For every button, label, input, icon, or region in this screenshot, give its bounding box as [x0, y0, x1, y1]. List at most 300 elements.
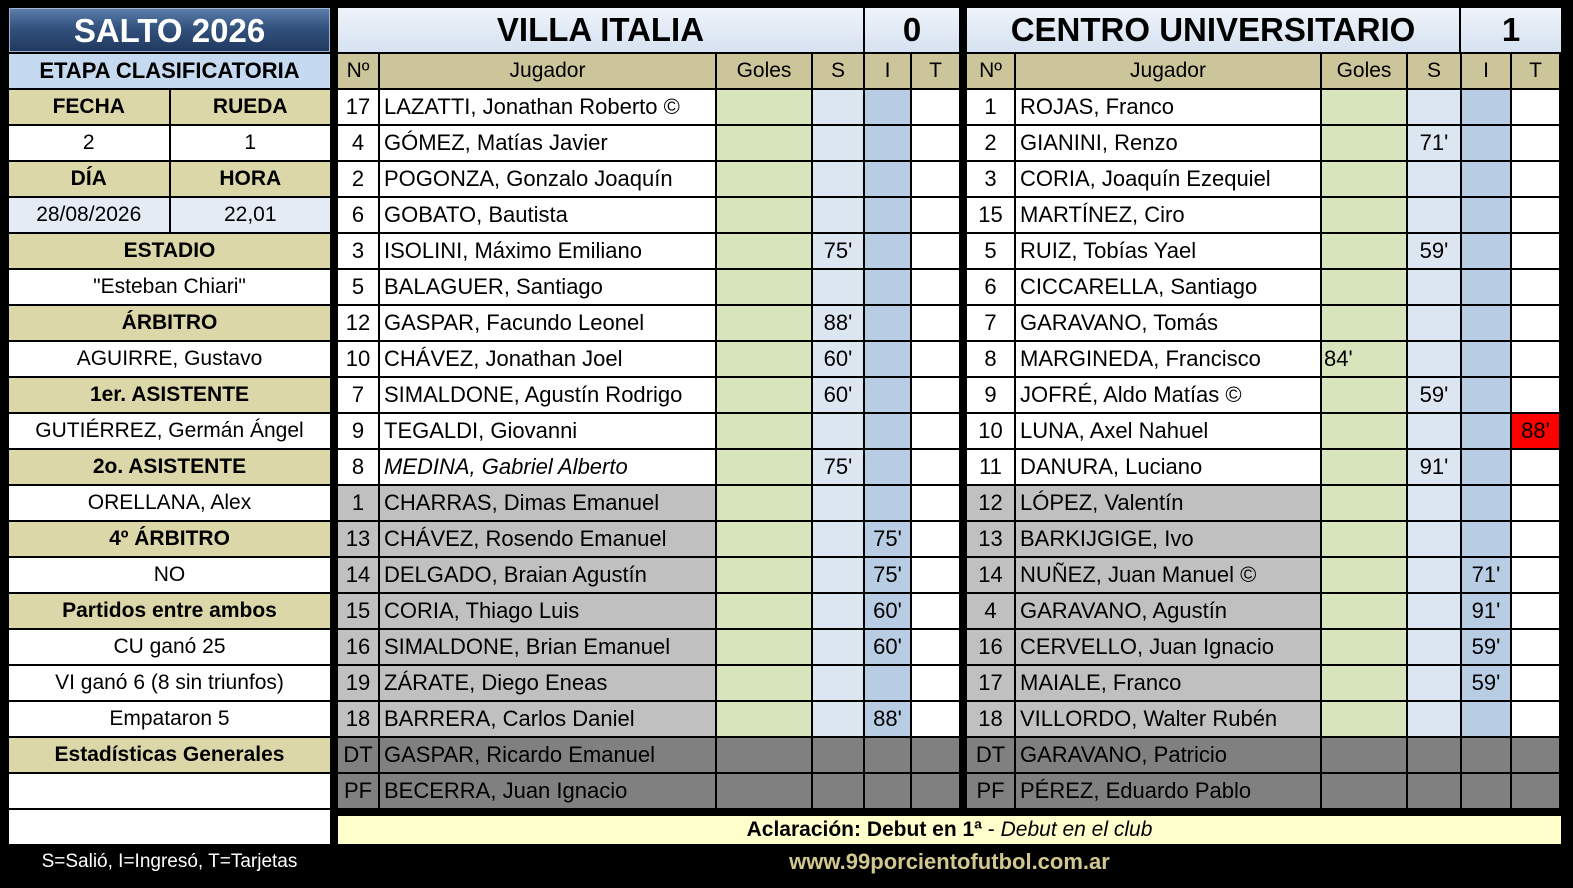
player-name: GARAVANO, Tomás	[1016, 306, 1320, 340]
player-row	[967, 486, 1561, 520]
player-number: 12	[338, 306, 378, 340]
player-sub-out	[1408, 306, 1460, 340]
player-row	[967, 450, 1561, 484]
player-row	[338, 198, 959, 232]
player-goals	[717, 702, 811, 736]
player-name: LÓPEZ, Valentín	[1016, 486, 1320, 520]
player-sub-in	[1462, 774, 1510, 808]
away-team-name: CENTRO UNIVERSITARIO	[967, 8, 1459, 52]
player-cards	[1512, 162, 1559, 196]
player-cards	[1512, 702, 1559, 736]
player-name: GASPAR, Ricardo Emanuel	[380, 738, 715, 772]
player-number: 11	[967, 450, 1014, 484]
player-number: 4	[338, 126, 378, 160]
player-name: RUIZ, Tobías Yael	[1016, 234, 1320, 268]
player-number: 17	[967, 666, 1014, 700]
player-sub-in	[1462, 414, 1510, 448]
aclaracion-separator: -	[981, 818, 1001, 841]
stage-label: ETAPA CLASIFICATORIA	[9, 54, 330, 88]
player-cards	[912, 702, 959, 736]
player-sub-in	[1462, 90, 1510, 124]
player-sub-in	[1462, 702, 1510, 736]
player-name: JOFRÉ, Aldo Matías ©	[1016, 378, 1320, 412]
player-goals	[717, 522, 811, 556]
player-name: SIMALDONE, Brian Emanuel	[380, 630, 715, 664]
player-number: 14	[338, 558, 378, 592]
player-number: 13	[338, 522, 378, 556]
player-cards	[912, 234, 959, 268]
player-name: GÓMEZ, Matías Javier	[380, 126, 715, 160]
player-sub-out	[1408, 774, 1460, 808]
player-cards	[912, 306, 959, 340]
player-goals	[1322, 594, 1406, 628]
player-goals	[717, 666, 811, 700]
player-number: 7	[338, 378, 378, 412]
player-cards	[912, 90, 959, 124]
player-name: NUÑEZ, Juan Manuel ©	[1016, 558, 1320, 592]
player-sub-in: 71'	[1462, 558, 1510, 592]
player-row	[338, 702, 959, 736]
player-sub-in	[865, 126, 910, 160]
player-name: VILLORDO, Walter Rubén	[1016, 702, 1320, 736]
player-sub-in	[865, 774, 910, 808]
aclaracion-note	[338, 816, 1561, 844]
player-sub-in	[1462, 162, 1510, 196]
player-cards: 88'	[1512, 414, 1559, 448]
player-cards	[912, 486, 959, 520]
player-cards	[1512, 378, 1559, 412]
player-row	[967, 558, 1561, 592]
player-cards	[1512, 738, 1559, 772]
player-number: DT	[338, 738, 378, 772]
player-row	[338, 522, 959, 556]
player-sub-out: 71'	[1408, 126, 1460, 160]
col-t-header: T	[1512, 54, 1559, 88]
stats-blank-1	[9, 774, 330, 808]
player-cards	[1512, 306, 1559, 340]
player-goals	[1322, 198, 1406, 232]
player-goals	[1322, 486, 1406, 520]
player-row	[338, 234, 959, 268]
player-goals	[1322, 450, 1406, 484]
player-sub-in: 60'	[865, 630, 910, 664]
player-name: LUNA, Axel Nahuel	[1016, 414, 1320, 448]
player-goals	[717, 270, 811, 304]
player-sub-out	[1408, 342, 1460, 376]
player-row	[338, 666, 959, 700]
col-jugador-header: Jugador	[1016, 54, 1320, 88]
player-sub-in: 59'	[1462, 666, 1510, 700]
player-number: 4	[967, 594, 1014, 628]
player-goals	[717, 414, 811, 448]
player-number: 14	[967, 558, 1014, 592]
player-sub-out	[813, 738, 863, 772]
player-sub-in	[1462, 234, 1510, 268]
player-number: 13	[967, 522, 1014, 556]
player-sub-out: 75'	[813, 234, 863, 268]
player-row	[338, 774, 959, 808]
player-sub-in	[1462, 522, 1510, 556]
player-goals	[717, 162, 811, 196]
rueda-label: RUEDA	[171, 90, 331, 124]
tournament-title: SALTO 2026	[9, 8, 330, 52]
player-name: ISOLINI, Máximo Emiliano	[380, 234, 715, 268]
player-sub-in: 88'	[865, 702, 910, 736]
player-sub-in	[865, 162, 910, 196]
player-cards	[1512, 630, 1559, 664]
player-cards	[1512, 486, 1559, 520]
player-sub-out	[1408, 630, 1460, 664]
player-cards	[1512, 558, 1559, 592]
player-cards	[1512, 774, 1559, 808]
player-cards	[912, 126, 959, 160]
player-sub-in: 60'	[865, 594, 910, 628]
player-name: POGONZA, Gonzalo Joaquín	[380, 162, 715, 196]
player-row	[967, 378, 1561, 412]
fecha-label: FECHA	[9, 90, 169, 124]
player-number: 15	[338, 594, 378, 628]
player-goals	[1322, 270, 1406, 304]
player-row	[967, 306, 1561, 340]
player-sub-in	[1462, 270, 1510, 304]
asistente1-value: GUTIÉRREZ, Germán Ángel	[9, 414, 330, 448]
player-sub-in	[865, 378, 910, 412]
arbitro-value: AGUIRRE, Gustavo	[9, 342, 330, 376]
player-cards	[912, 198, 959, 232]
rueda-value: 1	[171, 126, 331, 160]
player-sub-in: 59'	[1462, 630, 1510, 664]
stats-blank-2	[9, 810, 330, 844]
player-cards	[1512, 90, 1559, 124]
player-name: GARAVANO, Agustín	[1016, 594, 1320, 628]
player-cards	[912, 450, 959, 484]
player-cards	[1512, 126, 1559, 160]
asistente2-label: 2o. ASISTENTE	[9, 450, 330, 484]
player-number: 5	[338, 270, 378, 304]
player-name: MEDINA, Gabriel Alberto	[380, 450, 715, 484]
player-row	[338, 378, 959, 412]
player-number: 9	[338, 414, 378, 448]
player-sub-out	[813, 90, 863, 124]
dia-label: DÍA	[9, 162, 169, 196]
match-info-panel	[9, 8, 330, 844]
player-sub-out	[1408, 702, 1460, 736]
col-jugador-header: Jugador	[380, 54, 715, 88]
col-i-header: I	[1462, 54, 1510, 88]
player-goals	[1322, 378, 1406, 412]
player-goals	[717, 234, 811, 268]
player-name: DANURA, Luciano	[1016, 450, 1320, 484]
stats-label: Estadísticas Generales	[9, 738, 330, 772]
player-number: 10	[967, 414, 1014, 448]
col-t-header: T	[912, 54, 959, 88]
player-cards	[912, 270, 959, 304]
away-team-table	[967, 8, 1561, 808]
player-name: CHÁVEZ, Rosendo Emanuel	[380, 522, 715, 556]
player-cards	[912, 594, 959, 628]
player-goals	[1322, 306, 1406, 340]
col-num-header: Nº	[967, 54, 1014, 88]
player-number: 18	[338, 702, 378, 736]
player-sub-out	[1408, 414, 1460, 448]
player-cards	[912, 378, 959, 412]
player-sub-out	[813, 666, 863, 700]
player-sub-in	[1462, 198, 1510, 232]
player-goals	[717, 342, 811, 376]
player-number: 7	[967, 306, 1014, 340]
player-cards	[912, 774, 959, 808]
player-number: 17	[338, 90, 378, 124]
player-name: BECERRA, Juan Ignacio	[380, 774, 715, 808]
player-goals	[1322, 414, 1406, 448]
player-row	[967, 702, 1561, 736]
player-sub-in	[865, 414, 910, 448]
player-goals	[717, 558, 811, 592]
player-sub-in	[865, 90, 910, 124]
player-row	[338, 450, 959, 484]
player-cards	[1512, 198, 1559, 232]
player-number: 19	[338, 666, 378, 700]
player-sub-out	[1408, 90, 1460, 124]
player-name: ROJAS, Franco	[1016, 90, 1320, 124]
player-goals	[717, 378, 811, 412]
player-goals	[717, 594, 811, 628]
player-row	[967, 414, 1561, 448]
website-link[interactable]: www.99porcientofutbol.com.ar	[789, 849, 1110, 874]
player-goals	[1322, 90, 1406, 124]
player-goals	[1322, 774, 1406, 808]
player-cards	[912, 162, 959, 196]
player-sub-in: 75'	[865, 522, 910, 556]
asistente2-value: ORELLANA, Alex	[9, 486, 330, 520]
player-sub-in	[865, 306, 910, 340]
player-number: 5	[967, 234, 1014, 268]
player-sub-out	[813, 270, 863, 304]
player-cards	[912, 522, 959, 556]
player-cards	[1512, 450, 1559, 484]
player-row	[967, 342, 1561, 376]
player-cards	[1512, 234, 1559, 268]
player-sub-in	[1462, 342, 1510, 376]
player-row	[967, 90, 1561, 124]
player-sub-out	[813, 594, 863, 628]
player-goals	[717, 738, 811, 772]
player-sub-out	[813, 198, 863, 232]
player-number: 8	[338, 450, 378, 484]
head-to-head-cu: CU ganó 25	[9, 630, 330, 664]
player-sub-out	[1408, 558, 1460, 592]
arbitro4-value: NO	[9, 558, 330, 592]
col-num-header: Nº	[338, 54, 378, 88]
player-sub-out: 91'	[1408, 450, 1460, 484]
player-goals	[717, 774, 811, 808]
player-sub-in	[865, 198, 910, 232]
player-row	[338, 630, 959, 664]
player-goals	[1322, 738, 1406, 772]
player-sub-in	[865, 342, 910, 376]
player-sub-out	[1408, 522, 1460, 556]
player-cards	[912, 558, 959, 592]
player-row	[967, 594, 1561, 628]
player-sub-in	[1462, 378, 1510, 412]
player-number: PF	[338, 774, 378, 808]
fecha-value: 2	[9, 126, 169, 160]
player-name: MARTÍNEZ, Ciro	[1016, 198, 1320, 232]
player-sub-out: 75'	[813, 450, 863, 484]
player-number: 9	[967, 378, 1014, 412]
player-sub-out: 59'	[1408, 234, 1460, 268]
player-sub-out	[1408, 666, 1460, 700]
col-s-header: S	[813, 54, 863, 88]
player-goals	[717, 198, 811, 232]
player-number: 6	[967, 270, 1014, 304]
player-goals	[1322, 234, 1406, 268]
head-to-head-label: Partidos entre ambos	[9, 594, 330, 628]
player-row	[338, 342, 959, 376]
player-goals	[1322, 162, 1406, 196]
player-sub-out	[1408, 270, 1460, 304]
player-name: SIMALDONE, Agustín Rodrigo	[380, 378, 715, 412]
player-row	[338, 594, 959, 628]
player-number: 1	[338, 486, 378, 520]
player-name: CORIA, Joaquín Ezequiel	[1016, 162, 1320, 196]
player-sub-out	[813, 702, 863, 736]
player-row	[967, 738, 1561, 772]
player-cards	[912, 342, 959, 376]
player-name: CORIA, Thiago Luis	[380, 594, 715, 628]
player-number: 2	[338, 162, 378, 196]
player-cards	[1512, 522, 1559, 556]
asistente1-label: 1er. ASISTENTE	[9, 378, 330, 412]
away-player-rows	[967, 90, 1561, 808]
player-sub-out	[813, 558, 863, 592]
head-to-head-draws: Empataron 5	[9, 702, 330, 736]
player-number: DT	[967, 738, 1014, 772]
player-sub-out	[1408, 162, 1460, 196]
hora-label: HORA	[171, 162, 331, 196]
player-cards	[1512, 666, 1559, 700]
player-goals	[717, 486, 811, 520]
player-sub-in	[865, 738, 910, 772]
player-row	[338, 90, 959, 124]
hora-value: 22,01	[171, 198, 331, 232]
player-row	[967, 198, 1561, 232]
player-row	[967, 270, 1561, 304]
player-cards	[1512, 594, 1559, 628]
player-sub-out	[813, 414, 863, 448]
player-cards	[1512, 270, 1559, 304]
player-sub-in	[865, 234, 910, 268]
player-sub-out	[1408, 738, 1460, 772]
player-goals: 84'	[1322, 342, 1406, 376]
head-to-head-vi: VI ganó 6 (8 sin triunfos)	[9, 666, 330, 700]
player-cards	[912, 738, 959, 772]
player-goals	[717, 90, 811, 124]
player-number: 1	[967, 90, 1014, 124]
player-sub-out: 88'	[813, 306, 863, 340]
player-goals	[717, 450, 811, 484]
player-cards	[912, 630, 959, 664]
player-sub-in	[1462, 306, 1510, 340]
player-name: GOBATO, Bautista	[380, 198, 715, 232]
player-name: CHÁVEZ, Jonathan Joel	[380, 342, 715, 376]
player-goals	[717, 630, 811, 664]
player-cards	[1512, 342, 1559, 376]
player-row	[338, 486, 959, 520]
player-sub-in	[1462, 126, 1510, 160]
player-cards	[912, 414, 959, 448]
player-name: LAZATTI, Jonathan Roberto ©	[380, 90, 715, 124]
home-team-table	[338, 8, 959, 808]
player-sub-out	[1408, 486, 1460, 520]
player-number: 16	[967, 630, 1014, 664]
player-sub-out	[813, 522, 863, 556]
player-number: 3	[338, 234, 378, 268]
player-name: MAIALE, Franco	[1016, 666, 1320, 700]
player-name: MARGINEDA, Francisco	[1016, 342, 1320, 376]
player-number: 15	[967, 198, 1014, 232]
player-sub-in	[1462, 486, 1510, 520]
player-row	[338, 558, 959, 592]
player-sub-in: 75'	[865, 558, 910, 592]
home-player-rows	[338, 90, 959, 808]
arbitro-label: ÁRBITRO	[9, 306, 330, 340]
player-name: ZÁRATE, Diego Eneas	[380, 666, 715, 700]
player-sub-out	[1408, 594, 1460, 628]
player-sub-in	[1462, 738, 1510, 772]
player-row	[967, 162, 1561, 196]
player-name: CICCARELLA, Santiago	[1016, 270, 1320, 304]
player-name: DELGADO, Braian Agustín	[380, 558, 715, 592]
dia-value: 28/08/2026	[9, 198, 169, 232]
player-name: BALAGUER, Santiago	[380, 270, 715, 304]
away-team-score: 1	[1461, 8, 1561, 52]
player-sub-out: 60'	[813, 342, 863, 376]
col-goles-header: Goles	[717, 54, 811, 88]
player-row	[967, 522, 1561, 556]
player-goals	[1322, 522, 1406, 556]
home-team-name: VILLA ITALIA	[338, 8, 863, 52]
player-row	[967, 774, 1561, 808]
player-goals	[717, 306, 811, 340]
player-sub-in	[865, 450, 910, 484]
player-sub-out	[813, 162, 863, 196]
player-number: PF	[967, 774, 1014, 808]
player-name: BARRERA, Carlos Daniel	[380, 702, 715, 736]
player-number: 16	[338, 630, 378, 664]
player-sub-in	[1462, 450, 1510, 484]
player-name: GIANINI, Renzo	[1016, 126, 1320, 160]
player-sub-in	[865, 486, 910, 520]
player-sub-out	[813, 630, 863, 664]
player-row	[338, 414, 959, 448]
player-row	[967, 234, 1561, 268]
player-sub-out: 59'	[1408, 378, 1460, 412]
player-sub-in	[865, 270, 910, 304]
player-goals	[717, 126, 811, 160]
player-sub-out	[813, 774, 863, 808]
col-goles-header: Goles	[1322, 54, 1406, 88]
player-number: 10	[338, 342, 378, 376]
home-team-score: 0	[865, 8, 959, 52]
player-row	[967, 666, 1561, 700]
player-row	[967, 630, 1561, 664]
player-row	[338, 270, 959, 304]
player-sub-in	[865, 666, 910, 700]
player-sub-out: 60'	[813, 378, 863, 412]
player-goals	[1322, 666, 1406, 700]
player-name: CERVELLO, Juan Ignacio	[1016, 630, 1320, 664]
